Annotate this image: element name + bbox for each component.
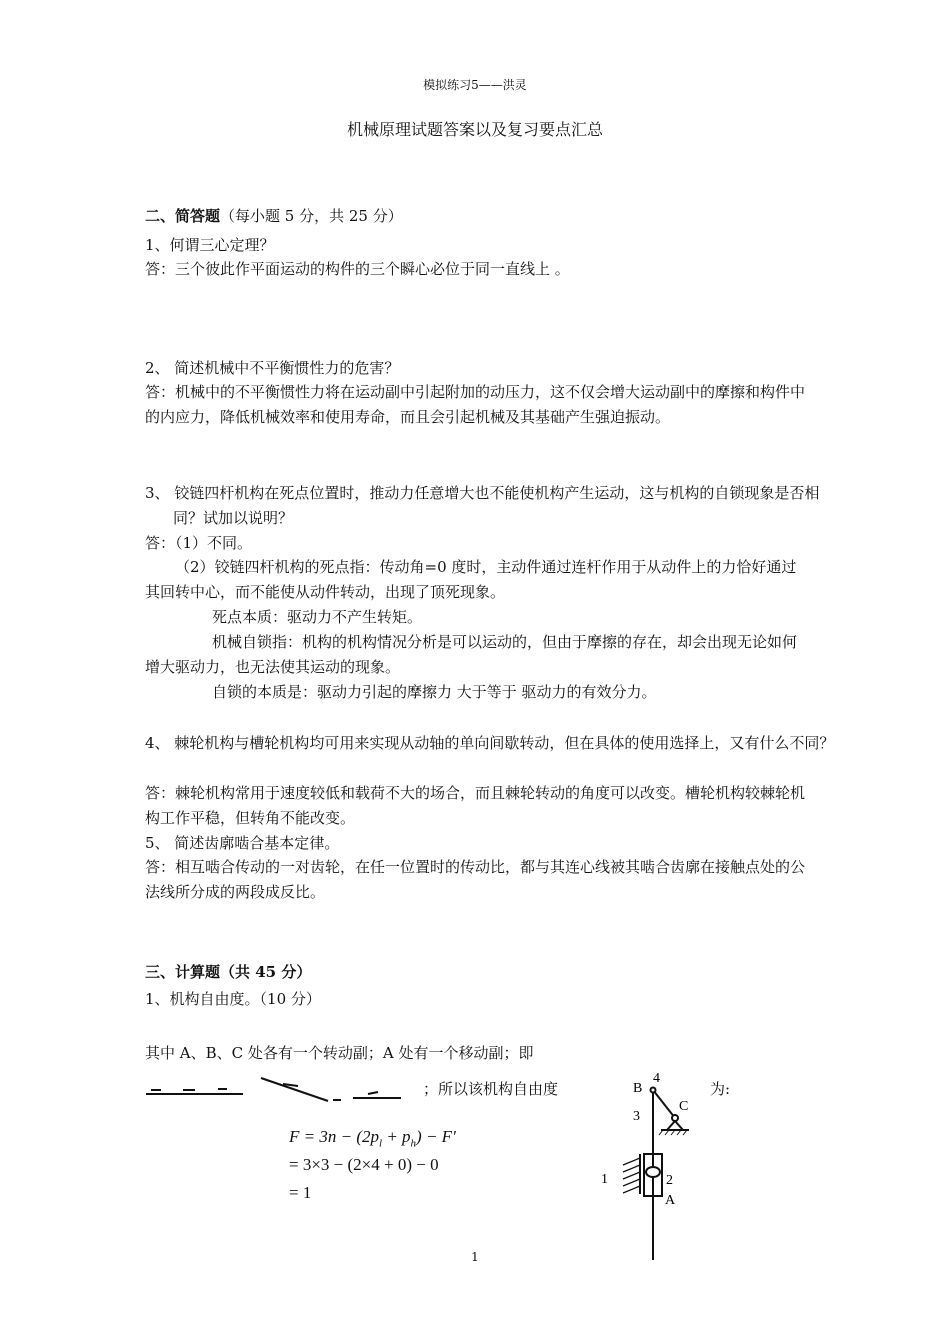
equation-line-1 bbox=[289, 1127, 456, 1149]
page-number: 1 bbox=[471, 1250, 479, 1264]
answer-3-part2: （2）铰链四杆机构的死点指：传动角=0 度时，主动件通过连杆作用于从动件上的力恰好通过其回转中心，而不能使从动件转动，出现了顶死现象。 bbox=[145, 558, 797, 601]
eq1-sub-h: h bbox=[410, 1137, 417, 1150]
answer-3-part4: 机械自锁指：机构的机构情况分析是可以运动的，但由于摩擦的存在，却会出现无论如何增大驱动力，也无法使其运动的现象。 bbox=[145, 633, 798, 676]
section2-heading bbox=[145, 205, 403, 226]
equation-line-3 bbox=[289, 1183, 311, 1203]
eq2-text: = 3×3 − (2×4 + 0) − 0 bbox=[289, 1155, 439, 1174]
answer-3-part3: 死点本质：驱动力不产生转矩。 bbox=[212, 608, 423, 626]
question-2: 2、 简述机械中不平衡惯性力的危害？ bbox=[145, 359, 400, 377]
broken-formula-image bbox=[143, 1076, 408, 1106]
mechanism-diagram bbox=[595, 1068, 725, 1263]
joint-a bbox=[646, 1167, 660, 1177]
answer-3-part1: 答：（1）不同。 bbox=[145, 534, 253, 552]
section2-note: （每小题 5 分，共 25 分） bbox=[220, 207, 403, 225]
section2-title: 二、简答题 bbox=[145, 207, 221, 225]
section3-text-1: 其中 A、B、C 处各有一个转动副；A 处有一个移动副；即 bbox=[145, 1044, 534, 1062]
answer-3-part5: 自锁的本质是：驱动力引起的摩擦力 大于等于 驱动力的有效分力。 bbox=[212, 683, 657, 701]
answer-4: 答：棘轮机构常用于速度较低和载荷不大的场合，而且棘轮转动的角度可以改变。槽轮机构较棘轮机构工作平稳，但转角不能改变。 bbox=[145, 784, 806, 827]
eq1-mid: + p bbox=[382, 1127, 411, 1146]
label-a: A bbox=[665, 1193, 676, 1208]
label-4: 4 bbox=[653, 1071, 660, 1086]
section3-heading: 三、计算题（共 45 分） bbox=[145, 963, 312, 981]
question-3: 3、 铰链四杆机构在死点位置时，推动力任意增大也不能使机构产生运动，这与机构的自锁现象是否相同？试加以说明？ bbox=[145, 484, 820, 527]
section3-question-1: 1、机构自由度。（10 分） bbox=[145, 990, 321, 1008]
section3-text-2: ；所以该机构自由度 bbox=[423, 1080, 559, 1098]
section3-text-3: 为: bbox=[710, 1080, 731, 1098]
link-BC bbox=[653, 1090, 675, 1118]
page-header: 模拟练习5——洪灵 bbox=[423, 78, 527, 92]
eq1-start: F = 3n − (2p bbox=[289, 1127, 379, 1146]
question-4: 4、 棘轮机构与槽轮机构均可用来实现从动轴的单向间歇转动，但在具体的使用选择上，又有什么不同？ bbox=[145, 734, 835, 752]
answer-2: 答：机械中的不平衡惯性力将在运动副中引起附加的动压力，这不仅会增大运动副中的摩擦和构件中的内应力，降低机械效率和使用寿命，而且会引起机械及其基础产生强迫振动。 bbox=[145, 383, 806, 426]
label-1: 1 bbox=[601, 1172, 608, 1187]
label-c: C bbox=[679, 1099, 689, 1114]
label-3: 3 bbox=[633, 1109, 640, 1124]
question-1: 1、何谓三心定理？ bbox=[145, 236, 275, 254]
answer-1: 答：三个彼此作平面运动的构件的三个瞬心必位于同一直线上 。 bbox=[145, 260, 570, 278]
label-b: B bbox=[633, 1081, 643, 1096]
equation-line-2 bbox=[289, 1155, 439, 1175]
label-2: 2 bbox=[666, 1173, 673, 1188]
joint-b bbox=[651, 1088, 656, 1093]
question-5: 5、 简述齿廓啮合基本定律。 bbox=[145, 834, 340, 852]
joint-c bbox=[672, 1115, 678, 1121]
eq1-sub-l: l bbox=[379, 1137, 383, 1150]
eq3-text: = 1 bbox=[289, 1183, 312, 1202]
document-title: 机械原理试题答案以及复习要点汇总 bbox=[346, 120, 603, 139]
eq1-end: ) − F' bbox=[416, 1127, 456, 1146]
answer-5: 答：相互啮合传动的一对齿轮，在任一位置时的传动比，都与其连心线被其啮合齿廓在接触点处的公法线所分成的两段成反比。 bbox=[145, 858, 806, 901]
